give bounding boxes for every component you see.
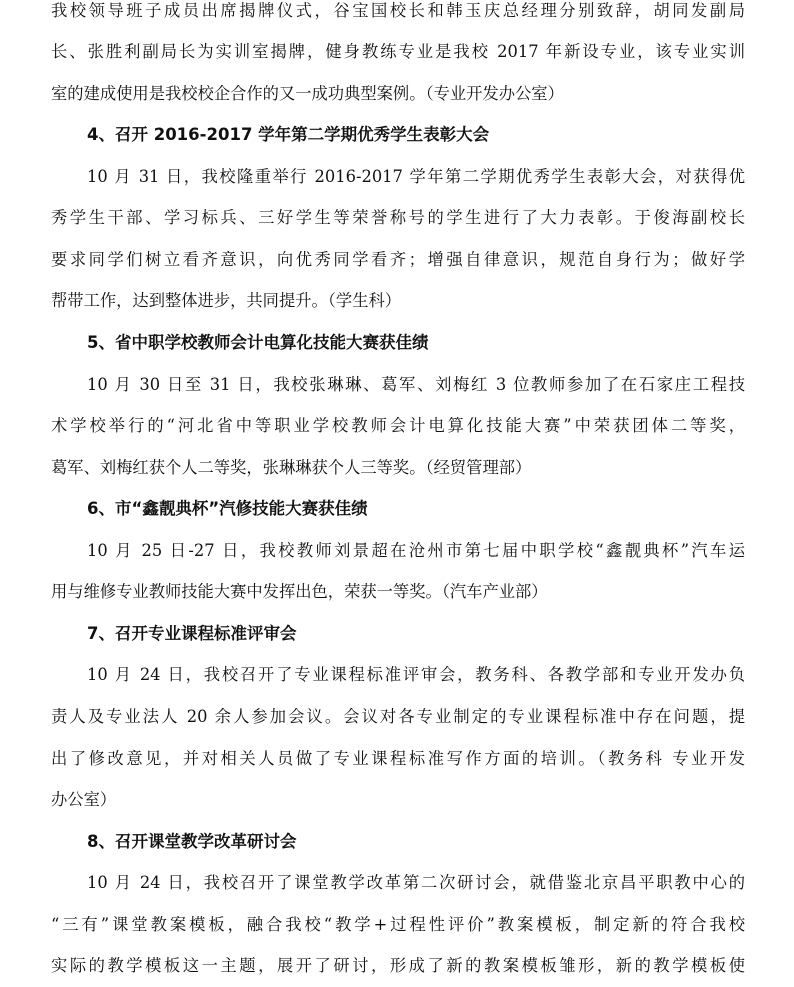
paragraph-line: 办公室） <box>51 790 117 809</box>
paragraph-line: 室的建成使用是我校校企合作的又一成功典型案例。（专业开发办公室） <box>51 84 564 103</box>
paragraph-line: 10 月 30 日至 31 日，我校张琳琳、葛军、刘梅红 3 位教师参加了在石家庄工程技 <box>87 375 745 394</box>
paragraph-line: 实际的教学模板这一主题，展开了研讨，形成了新的教案模板雏形，新的教学模板使 <box>51 956 745 975</box>
paragraph-line: 术学校举行的“河北省中等职业学校教师会计电算化技能大赛”中荣获团体二等奖， <box>51 416 745 435</box>
paragraph-line: 我校领导班子成员出席揭牌仪式，谷宝国校长和韩玉庆总经理分别致辞，胡同发副局 <box>51 1 745 20</box>
section-heading: 5、省中职学校教师会计电算化技能大赛获佳绩 <box>87 333 429 352</box>
paragraph-line: 10 月 31 日，我校隆重举行 2016-2017 学年第二学期优秀学生表彰大会，对获得优 <box>87 167 745 186</box>
paragraph-line: 10 月 25 日-27 日，我校教师刘景超在沧州市第七届中职学校“鑫靓典杯”汽车运 <box>87 541 745 560</box>
paragraph-line: 10 月 24 日，我校召开了专业课程标准评审会，教务科、各教学部和专业开发办负 <box>87 665 745 684</box>
section-heading: 4、召开 2016-2017 学年第二学期优秀学生表彰大会 <box>87 125 490 144</box>
paragraph-line: 秀学生干部、学习标兵、三好学生等荣誉称号的学生进行了大力表彰。于俊海副校长 <box>51 208 745 227</box>
paragraph-line: 长、张胜利副局长为实训室揭牌，健身教练专业是我校 2017 年新设专业，该专业实训 <box>51 42 745 61</box>
paragraph-line: 出了修改意见，并对相关人员做了专业课程标准写作方面的培训。（教务科 专业开发 <box>51 749 745 768</box>
paragraph-line: 葛军、刘梅红获个人二等奖，张琳琳获个人三等奖。（经贸管理部） <box>51 458 532 477</box>
paragraph-line: “三有”课堂教案模板，融合我校“教学+过程性评价”教案模板，制定新的符合我校 <box>51 915 745 934</box>
paragraph-line: 10 月 24 日，我校召开了课堂教学改革第二次研讨会，就借鉴北京昌平职教中心的 <box>87 873 745 892</box>
section-heading: 6、市“鑫靓典杯”汽修技能大赛获佳绩 <box>87 499 368 518</box>
paragraph-line: 责人及专业法人 20 余人参加会议。会议对各专业制定的专业课程标准中存在问题，提 <box>51 707 745 726</box>
paragraph-line: 用与维修专业教师技能大赛中发挥出色，荣获一等奖。（汽车产业部） <box>51 582 548 601</box>
paragraph-line: 要求同学们树立看齐意识，向优秀同学看齐；增强自律意识，规范自身行为；做好学 <box>51 250 745 269</box>
section-heading: 8、召开课堂教学改革研讨会 <box>87 832 297 851</box>
section-heading: 7、召开专业课程标准评审会 <box>87 624 297 643</box>
paragraph-line: 帮带工作，达到整体进步，共同提升。（学生科） <box>51 291 402 310</box>
